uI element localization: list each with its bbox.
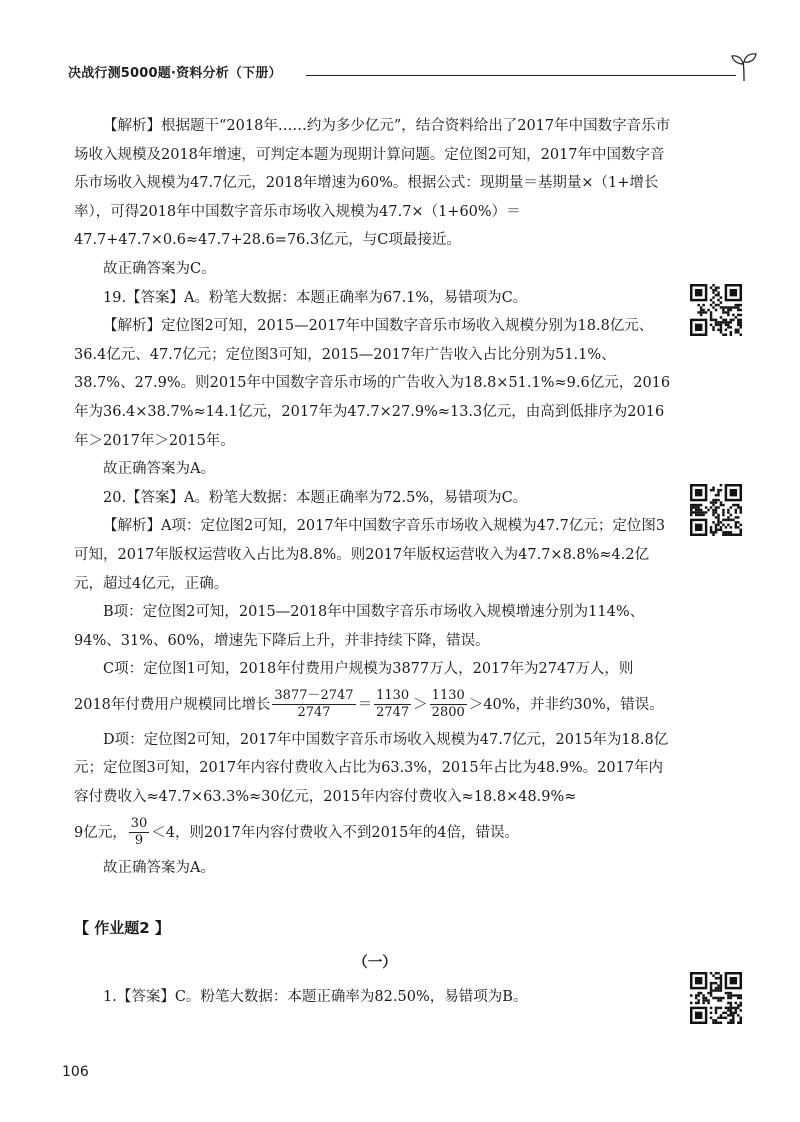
equals-sign: ＝ xyxy=(357,696,373,713)
fraction-2 xyxy=(374,688,411,721)
running-header xyxy=(68,58,758,88)
qr-code-icon xyxy=(690,972,742,1024)
analysis-paragraph-20c: C项：定位图1可知，2018年付费用户规模为3877万人，2017年为2747万人，则 xyxy=(103,661,634,678)
spacer xyxy=(74,882,676,904)
answer-line-19: 19.【答案】A。粉笔大数据：本题正确率为67.1%，易错项为C。 xyxy=(103,289,528,306)
formula-line-ratio xyxy=(74,812,676,854)
fraction-3-numerator: 1130 xyxy=(431,688,465,704)
fraction-1 xyxy=(272,688,355,721)
section-heading: （一） xyxy=(353,954,397,971)
page-body xyxy=(74,112,676,1012)
fraction-3-denominator: 2800 xyxy=(431,705,465,721)
page-number: 106 xyxy=(62,1064,89,1080)
analysis-paragraph-20b: B项：定位图2可知，2015—2018年中国数字音乐市场收入规模增速分别为114%、94%、31%、60%，增速先下降后上升，并非持续下降，错误。 xyxy=(74,604,645,649)
greater-sign: ＞ xyxy=(413,696,428,713)
fraction-4-numerator: 30 xyxy=(130,816,148,832)
qr-code-icon xyxy=(690,284,742,336)
fraction-3 xyxy=(430,688,467,721)
answer-summary-19: 故正确答案为A。 xyxy=(103,461,215,478)
formula-lead-2: 9亿元， xyxy=(74,824,127,841)
formula-lead: 2018年付费用户规模同比增长 xyxy=(74,696,271,713)
fraction-2-denominator: 2747 xyxy=(376,705,410,721)
fraction-2-numerator: 1130 xyxy=(376,688,410,704)
analysis-paragraph-20a: 【解析】A项：定位图2可知，2017年中国数字音乐市场收入规模为47.7亿元；定位图3可知，2017年版权运营收入占比为8.8%。则2017年版权运营收入为47.7×8.8%≈4.2亿元，超过4亿元，正确。 xyxy=(74,518,666,592)
answer-line-20: 20.【答案】A。粉笔大数据：本题正确率为72.5%，易错项为C。 xyxy=(103,489,528,506)
fraction-1-denominator: 2747 xyxy=(297,705,331,721)
fraction-4-denominator: 9 xyxy=(134,833,144,849)
book-title: 决战行测5000题·资料分析（下册） xyxy=(68,66,282,81)
formula-line-growth xyxy=(74,684,676,726)
analysis-paragraph-20d: D项：定位图2可知，2017年中国数字音乐市场收入规模为47.7亿元，2015年为18.8亿元；定位图3可知，2017年内容付费收入占比为63.3%，2015年占比为48.9%。2017年内容付费收入≈47.7×63.3%≈30亿元，2015年内容付费收入≈18.8×48.9%≈ xyxy=(74,731,669,806)
answer-line-1: 1.【答案】C。粉笔大数据：本题正确率为82.50%，易错项为B。 xyxy=(103,989,528,1006)
fraction-4 xyxy=(129,816,150,849)
homework-heading: 【 作业题2 】 xyxy=(74,919,170,938)
analysis-paragraph-19: 【解析】定位图2可知，2015—2017年中国数字音乐市场收入规模分别为18.8亿元、36.4亿元、47.7亿元；定位图3可知，2015—2017年广告收入占比分别为51.1%、38.7%、27.9%。则2015年中国数字音乐市场的广告收入为18.8×51.1%≈9.6亿元，2016年为36.4×38.7%≈14.1亿元，2017年为47.7×27.9%≈13.3亿元，由高到低排序为2016年＞2017年＞2015年。 xyxy=(74,318,671,449)
formula-tail-2: ＜4，则2017年内容付费收入不到2015年的4倍，错误。 xyxy=(151,824,520,841)
header-rule xyxy=(306,75,736,76)
sprout-icon xyxy=(730,52,758,82)
answer-summary-18: 故正确答案为C。 xyxy=(103,260,216,277)
formula-tail: ＞40%，并非约30%，错误。 xyxy=(468,696,664,713)
qr-code-icon xyxy=(690,484,742,536)
answer-summary-20: 故正确答案为A。 xyxy=(103,859,215,876)
fraction-1-numerator: 3877－2747 xyxy=(274,688,354,704)
analysis-paragraph-18: 【解析】根据题干“2018年……约为多少亿元”，结合资料给出了2017年中国数字音乐市场收入规模及2018年增速，可判定本题为现期计算问题。定位图2可知，2017年中国数字音乐市场收入规模为47.7亿元，2018年增速为60%。根据公式：现期量＝基期量×（1+增长率），可得2018年中国数字音乐市场收入规模为47.7×（1+60%）＝47.7+47.7×0.6≈47.7+28.6=76.3亿元，与C项最接近。 xyxy=(74,118,671,249)
